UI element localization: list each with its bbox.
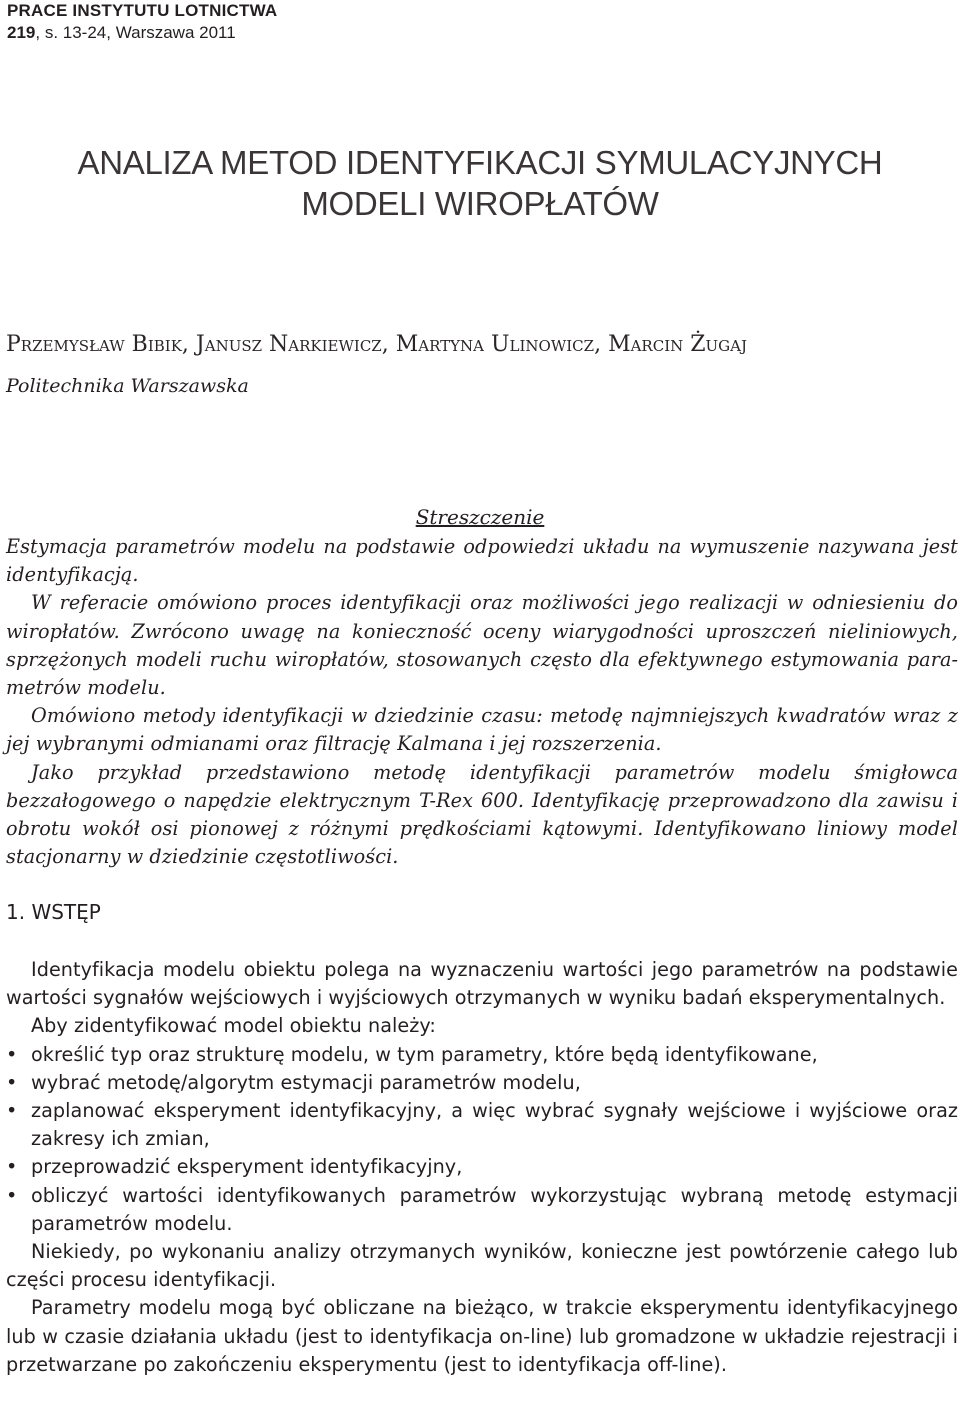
abstract-heading: Streszczenie (415, 505, 545, 529)
author-separator: , (381, 332, 396, 357)
author-list (6, 330, 747, 360)
abstract-paragraph: Jako przykład przedstawiono metodę identyfikacji parametrów modelu śmigłowca bezzałogowego o napędzie elektrycznym T-Rex 600. Identyfikację przeprowadzono dla zawisu i obrotu wokół osi pionowej z różnymi prędkościami kątowymi. Identyfikowano liniowy model stacjonarny w dziedzinie częstotliwości. (6, 760, 958, 869)
list-item-text: określić typ oraz strukturę modelu, w tym parametry, które będą identyfikowane, (31, 1042, 818, 1066)
author-separator: , (181, 332, 196, 357)
author-2: Janusz Narkiewicz (195, 332, 382, 357)
issue-details: , s. 13-24, Warszawa 2011 (35, 23, 236, 42)
abstract-paragraph: Estymacja parametrów modelu na podstawie odpowiedzi układu na wymuszenie nazywana jest identyfikacją. (6, 535, 958, 587)
journal-name: PRACE INSTYTUTU LOTNICTWA (7, 1, 278, 20)
list-intro: Aby zidentyfikować model obiektu należy: (31, 1014, 436, 1038)
list-item-text: wybrać metodę/algorytm estymacji parametrów modelu, (31, 1070, 581, 1094)
author-1: Przemysław Bibik (6, 332, 182, 357)
issue-info (7, 22, 277, 44)
list-item (6, 1182, 958, 1238)
body-paragraph: Identyfikacja modelu obiektu polega na wyznaczeniu wartości jego parametrów na podstawie wartości sygnałów wejściowych i wyjściowych otrzymanych w wyniku badań eksperymentalnych. (6, 958, 958, 1010)
section-heading: 1. WSTĘP (6, 900, 101, 924)
author-4: Marcin Żugaj (608, 332, 748, 357)
paper-title (0, 142, 960, 224)
bullet-list (6, 1041, 958, 1238)
list-item-text: obliczyć wartości identyfikowanych parametrów wykorzystując wybraną metodę estymacji parametrów modelu. (31, 1183, 958, 1235)
bullet-icon: • (6, 1183, 18, 1207)
author-separator: , (594, 332, 609, 357)
list-item (6, 1069, 958, 1097)
affiliation: Politechnika Warszawska (6, 375, 249, 397)
author-3: Martyna Ulinowicz (395, 332, 595, 357)
list-item (6, 1041, 958, 1069)
bullet-icon: • (6, 1042, 18, 1066)
title-line-1: ANALIZA METOD IDENTYFIKACJI SYMULACYJNYCH (77, 144, 883, 181)
bullet-icon: • (6, 1070, 18, 1094)
abstract-paragraph: W referacie omówiono proces identyfikacji oraz możliwości jego realizacji w odniesieniu do wiropłatów. Zwrócono uwagę na konieczność oceny wiarygodności uproszczeń nieliniowych, sprzężonych modeli ruchu wiropłatów, stosowanych często dla efektywnego estymowania parametrów modelu. (6, 591, 958, 700)
section-body (6, 956, 958, 1379)
running-header (7, 0, 277, 44)
abstract-body (6, 533, 958, 871)
body-paragraph: Niekiedy, po wykonaniu analizy otrzymanych wyników, konieczne jest powtórzenie całego lub części procesu identyfikacji. (6, 1240, 958, 1292)
abstract-paragraph: Omówiono metody identyfikacji w dziedzinie czasu: metodę najmniejszych kwadratów wraz z jej wybranymi odmianami oraz filtrację Kalmana i jej rozszerzenia. (6, 704, 958, 756)
body-paragraph: Parametry modelu mogą być obliczane na bieżąco, w trakcie eksperymentu identyfikacyjnego lub w czasie działania układu (jest to identyfikacja on-line) lub gromadzone w układzie rejestracji i przetwarzane po zakończeniu eksperymentu (jest to identyfikacja off-line). (6, 1296, 958, 1376)
bullet-icon: • (6, 1099, 18, 1123)
list-item-text: przeprowadzić eksperyment identyfikacyjny, (31, 1155, 463, 1179)
title-line-2: MODELI WIROPŁATÓW (301, 185, 659, 222)
list-item (6, 1097, 958, 1153)
issue-number: 219 (7, 23, 36, 42)
list-item (6, 1153, 958, 1181)
list-item-text: zaplanować eksperyment identyfikacyjny, a więc wybrać sygnały wejściowe i wyjściowe oraz zakresy ich zmian, (31, 1099, 958, 1151)
bullet-icon: • (6, 1155, 18, 1179)
